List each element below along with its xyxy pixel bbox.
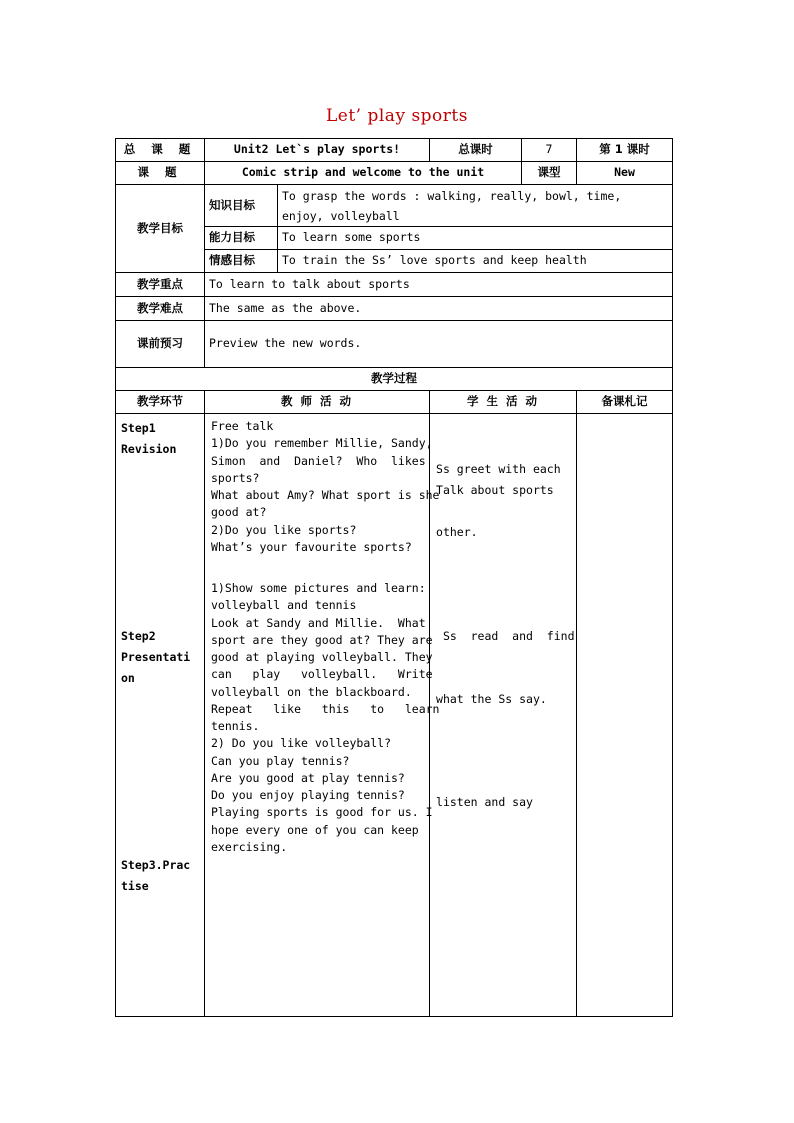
teacher-line: hope every one of you can keep — [211, 822, 419, 837]
key-point-label: 教学重点 — [116, 273, 205, 297]
emotion-label: 情感目标 — [205, 250, 278, 273]
teacher-line: What’s your favourite sports? — [211, 539, 412, 554]
student-line: Talk about sports — [436, 483, 554, 497]
ability-label: 能力目标 — [205, 227, 278, 250]
teacher-line: sport are they good at? They are — [211, 632, 433, 647]
student-line: what the Ss say. — [436, 692, 547, 706]
student-line: other. — [436, 525, 478, 539]
teacher-line: 1)Show some pictures and learn: — [211, 581, 426, 595]
teacher-line: good at? — [211, 505, 267, 520]
teacher-line: exercising. — [211, 839, 288, 854]
subtopic-value: Comic strip and welcome to the unit — [205, 162, 522, 185]
page-title: Let’ play sports — [326, 106, 468, 126]
process-title: 教学过程 — [116, 368, 673, 391]
step2-label: Step2 Presentati on — [121, 629, 191, 685]
difficulty-value: The same as the above. — [205, 297, 673, 321]
student-activities — [430, 414, 577, 1017]
teacher-line: good at playing volleyball. They — [211, 650, 433, 664]
objectives-label: 教学目标 — [116, 185, 205, 273]
notes-column-header: 备课札记 — [577, 391, 673, 414]
teacher-line: volleyball on the blackboard. — [211, 684, 412, 699]
subtopic-label: 课 题 — [116, 162, 205, 185]
knowledge-label: 知识目标 — [205, 185, 278, 227]
ability-value: To learn some sports — [278, 227, 673, 250]
topic-value: Unit2 Let`s play sports! — [205, 139, 430, 162]
student-line: listen and say — [436, 795, 533, 809]
teacher-line: can play volleyball. Write — [211, 667, 433, 682]
step1-label: Step1 Revision — [121, 421, 177, 456]
teacher-line: 2) Do you like volleyball? — [211, 736, 392, 751]
teacher-line: 1)Do you remember Millie, Sandy, — [211, 436, 433, 451]
teacher-line: tennis. — [211, 719, 260, 733]
teacher-line: Simon and Daniel? Who likes — [211, 453, 426, 468]
lesson-number: 第 1 课时 — [577, 139, 673, 162]
teacher-line: What about Amy? What sport is she — [211, 488, 440, 502]
emotion-value: To train the Ss’ love sports and keep health — [278, 250, 673, 273]
steps-cell — [116, 414, 205, 1017]
teacher-line: Repeat like this to learn — [211, 701, 440, 716]
teacher-line: sports? — [211, 470, 260, 485]
topic-label: 总 课 题 — [116, 139, 205, 162]
difficulty-label: 教学难点 — [116, 297, 205, 321]
step-column-header: 教学环节 — [116, 391, 205, 414]
teacher-line: volleyball and tennis — [211, 598, 357, 613]
student-column-header: 学 生 活 动 — [430, 391, 577, 414]
teacher-line: Are you good at play tennis? — [211, 770, 405, 785]
teacher-column-header: 教 师 活 动 — [205, 391, 430, 414]
teacher-line: Can you play tennis? — [211, 753, 350, 768]
type-label: 课型 — [522, 162, 577, 185]
teacher-line: Free talk — [211, 419, 274, 433]
teacher-line: Do you enjoy playing tennis? — [211, 788, 405, 802]
type-value: New — [577, 162, 673, 185]
teacher-line-blank — [211, 556, 423, 580]
teacher-line: Playing sports is good for us. I — [211, 805, 433, 820]
teacher-line: Look at Sandy and Millie. What — [211, 615, 426, 630]
teacher-line: 2)Do you like sports? — [211, 522, 357, 537]
total-hours-value: 7 — [522, 139, 577, 162]
student-line: Ss greet with each — [436, 462, 561, 476]
key-point-value: To learn to talk about sports — [205, 273, 673, 297]
preview-value: Preview the new words. — [205, 321, 673, 368]
student-line: Ss read and find — [436, 629, 575, 643]
teacher-activities — [205, 414, 440, 1017]
knowledge-value: To grasp the words : walking, really, bowl, time, enjoy, volleyball — [278, 185, 673, 227]
notes-cell — [577, 414, 673, 1017]
step3-label: Step3.Prac tise — [121, 858, 191, 893]
total-hours-label: 总课时 — [430, 139, 522, 162]
lesson-plan-table — [115, 138, 673, 1017]
preview-label: 课前预习 — [116, 321, 205, 368]
